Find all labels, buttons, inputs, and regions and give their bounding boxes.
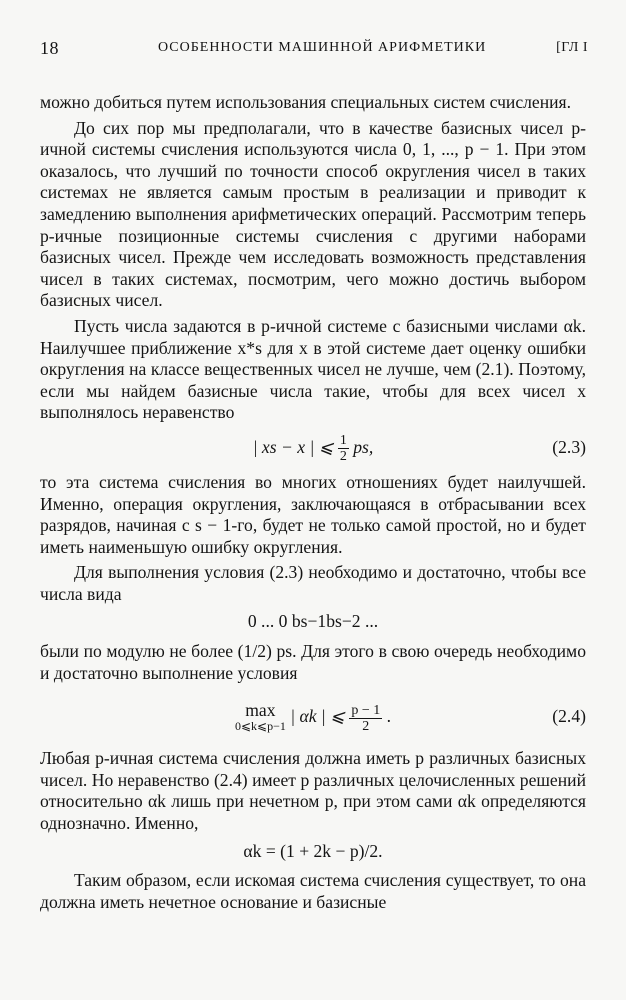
paragraph-6: были по модулю не более (1/2) ps. Для этого в свою очередь необходимо и достаточно выполнение условия xyxy=(40,641,586,683)
formula-2-3-lhs: | xs − x | ⩽ xyxy=(252,436,334,457)
fraction-p-minus-one-over-two xyxy=(349,703,382,734)
chapter-marker: [ГЛ I xyxy=(556,40,588,55)
formula-2-4-middle: | αk | ⩽ xyxy=(290,706,345,727)
page-body xyxy=(40,92,586,913)
paragraph-4: то эта система счисления во многих отношениях будет наилучшей. Именно, операция округления, заключающаяся в отбрасывании всех разрядов, начиная с s − 1-го, будет не только самой простой, но и будет иметь наименьшую ошибку округления. xyxy=(40,471,586,557)
paragraph-2: До сих пор мы предполагали, что в качестве базисных чисел p-ичной системы счисления используются числа 0, 1, ..., p − 1. При этом оказалось, что лучший по точности способ округления чисел в таких системах не является самым простым в реализации и приводит к замедлению выполнения арифметических операций. Рассмотрим теперь p-ичные позиционные системы счисления с другими наборами базисных чисел. Прежде чем исследовать возможность представления чисел в таких системах, посмотрим, чего можно достичь выбором базисных чисел. xyxy=(40,117,586,311)
formula-2-3-rhs: ps, xyxy=(353,436,374,457)
alpha-definition: αk = (1 + 2k − p)/2. xyxy=(243,840,383,861)
fraction-denominator: 2 xyxy=(339,449,347,465)
page-number: 18 xyxy=(40,38,59,58)
fraction-numerator: 1 xyxy=(339,433,347,449)
formula-2-4-period: . xyxy=(386,706,392,727)
paragraph-3: Пусть числа задаются в p-ичной системе с базисными числами αk. Наилучшее приближение x*s для x в этой системе дает оценку ошибки округления на классе вещественных чисел не лучше, чем (2.1). Поэтому, если мы найдем базисные числа такие, чтобы для всех чисел x выполнялось неравенство xyxy=(40,315,586,423)
max-operator xyxy=(235,702,286,734)
fraction-numerator: p − 1 xyxy=(351,702,381,718)
formula-2-3 xyxy=(40,432,586,465)
paragraph-5: Для выполнения условия (2.3) необходимо и достаточно, чтобы все числа вида xyxy=(40,562,586,604)
fraction-denominator: 2 xyxy=(362,718,370,734)
digit-pattern: 0 ... 0 bs−1bs−2 ... xyxy=(247,611,379,632)
fraction-one-half xyxy=(338,433,349,464)
max-label: max xyxy=(245,700,276,721)
running-header xyxy=(40,38,588,62)
paragraph-8: Таким образом, если искомая система счисления существует, то она должна иметь нечетное основание и базисные xyxy=(40,870,586,912)
paragraph-7: Любая p-ичная система счисления должна иметь p различных базисных чисел. Но неравенство (2.4) имеет p различных целочисленных решений относительно αk лишь при нечетном p, при этом сами αk определяются однозначно. Именно, xyxy=(40,748,586,834)
running-title: ОСОБЕННОСТИ МАШИННОЙ АРИФМЕТИКИ xyxy=(158,40,487,55)
formula-2-4 xyxy=(40,690,586,742)
equation-number-2-4: (2.4) xyxy=(552,706,586,727)
max-range: 0⩽k⩽p−1 xyxy=(234,719,286,734)
paragraph-1: можно добиться путем использования специальных систем счисления. xyxy=(40,92,572,112)
equation-number-2-3: (2.3) xyxy=(552,436,586,457)
